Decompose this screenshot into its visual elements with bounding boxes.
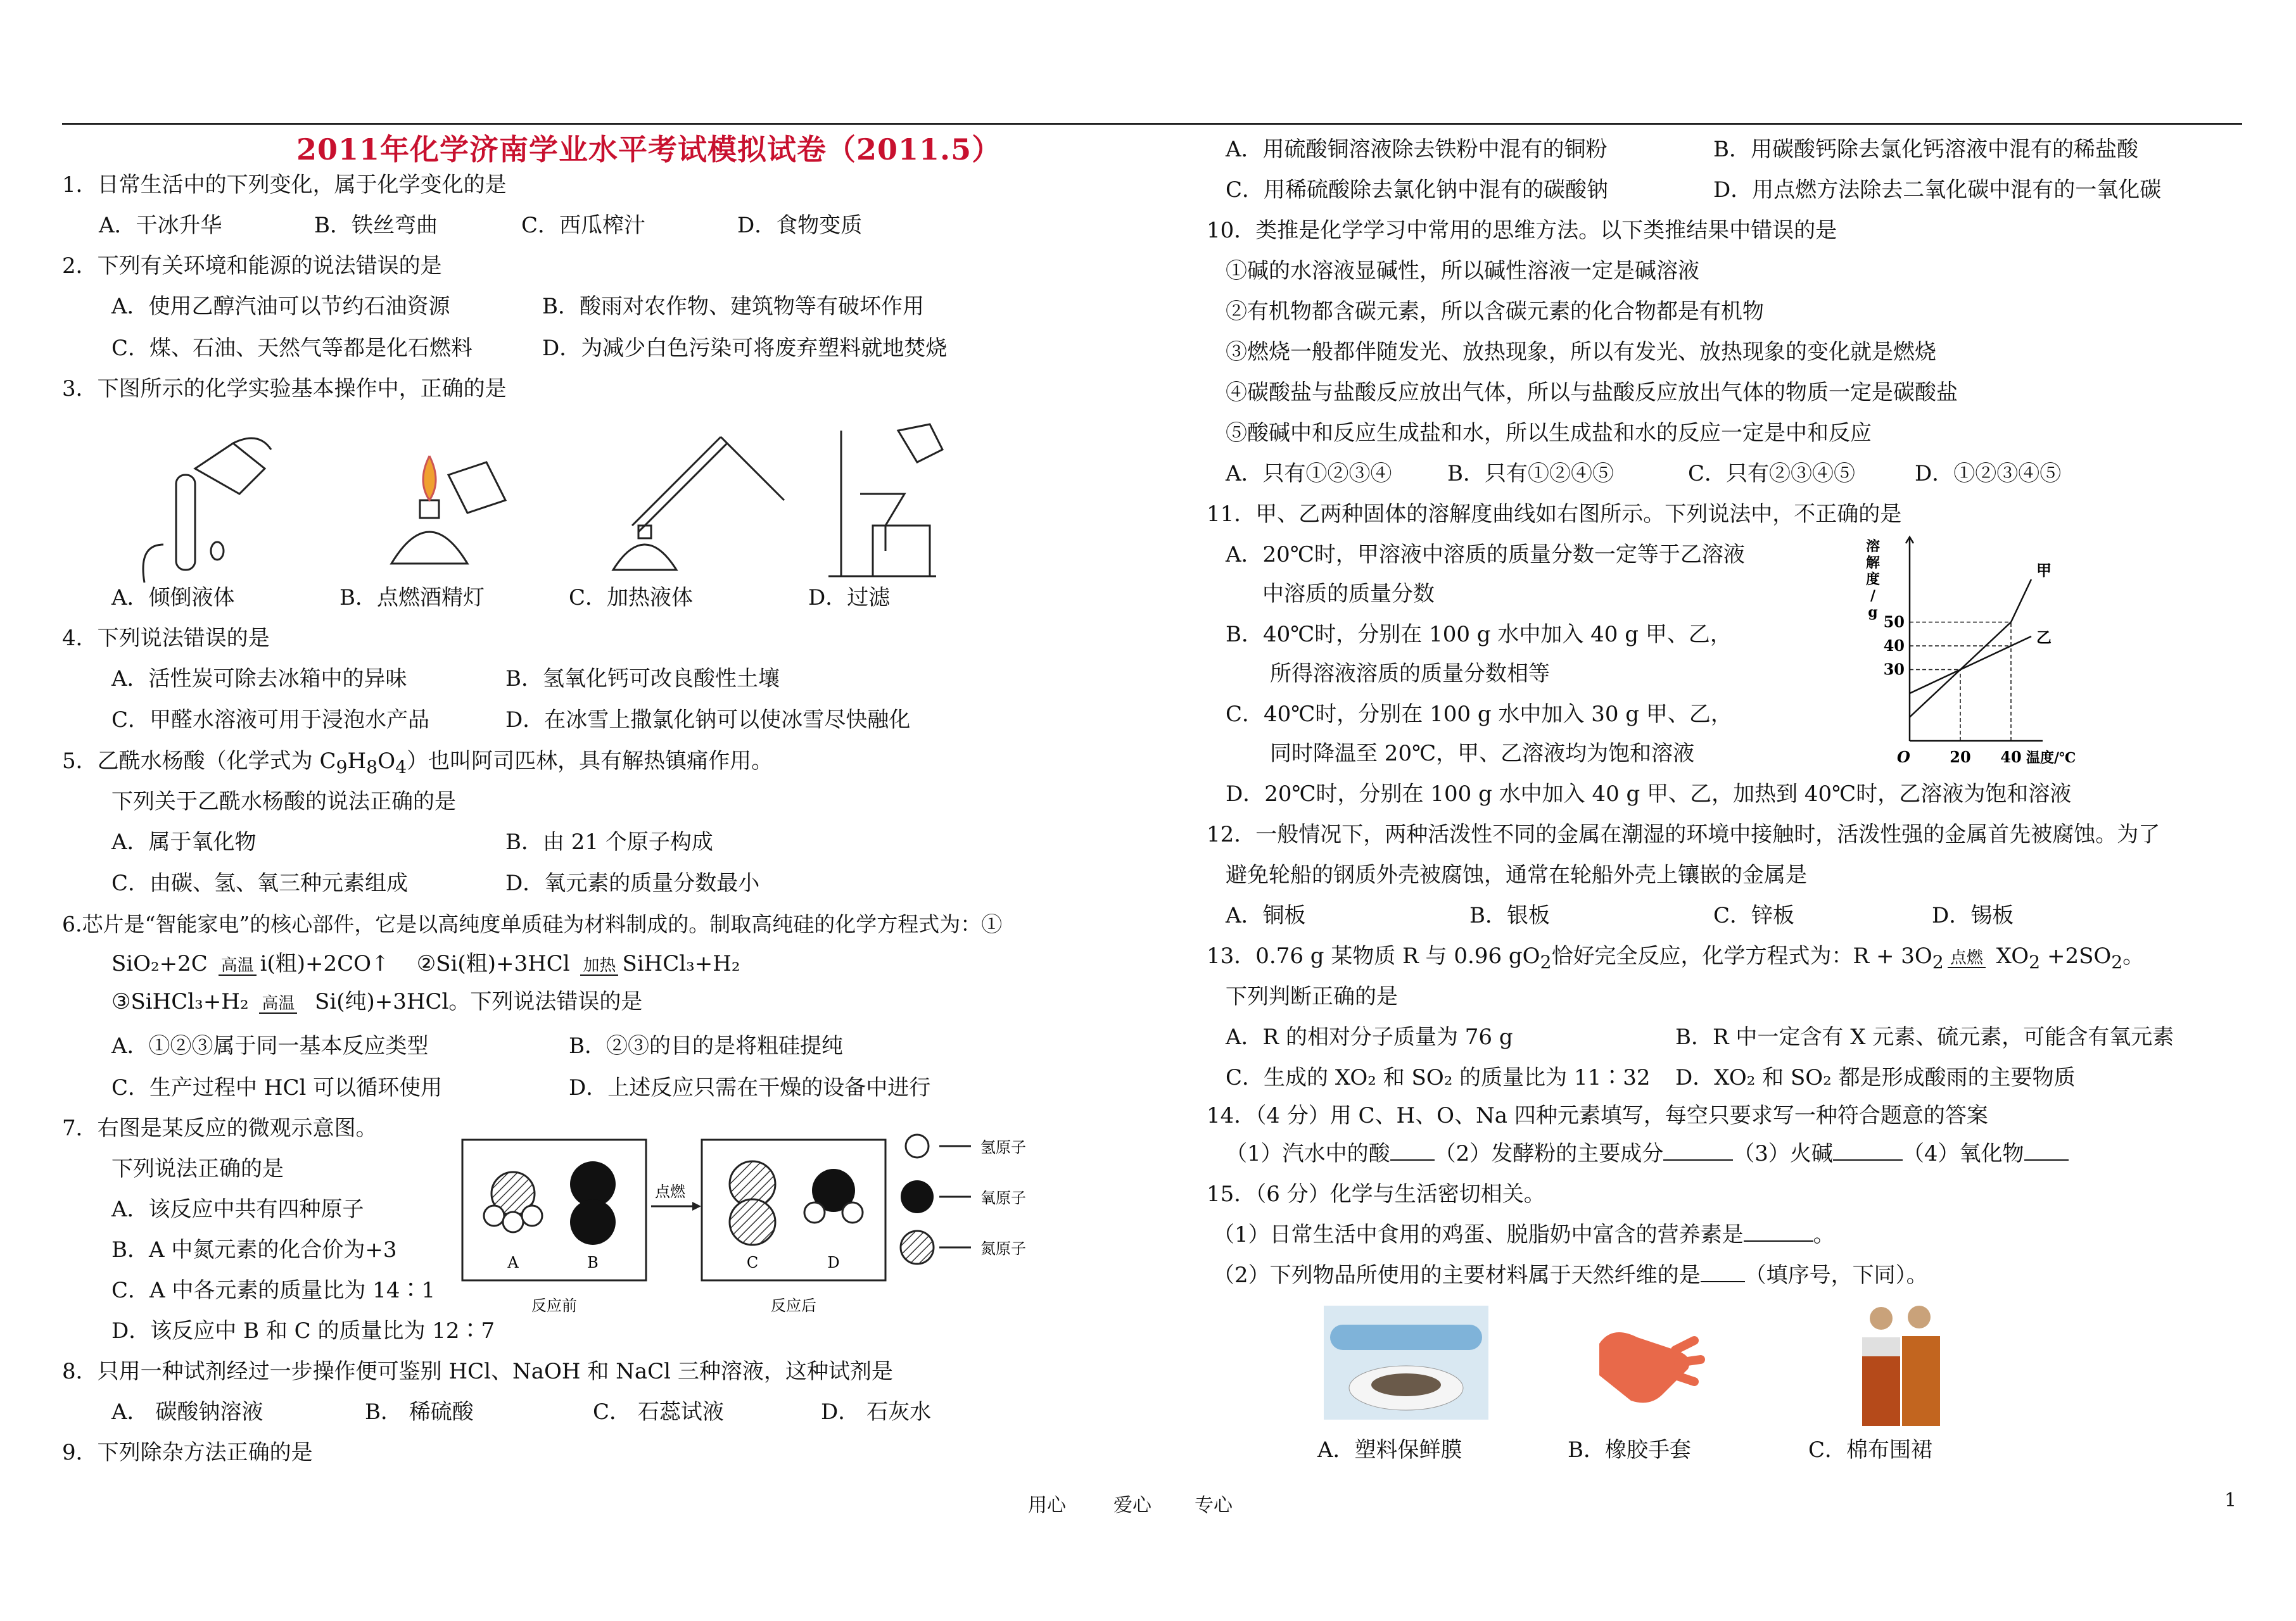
y-tick-label: 30 [1883,660,1905,679]
q5-option-a[interactable]: A．属于氧化物 [111,829,257,855]
filtration-figure [828,424,942,576]
q3-option-a[interactable]: A．倾倒液体 [111,585,235,610]
q1-option-c[interactable]: C．西瓜榨汁 [521,213,646,238]
footer-word-1: 用心 [1028,1494,1066,1517]
q15-part2: （2）下列物品所使用的主要材料属于天然纤维的是 （填序号，下同）。 [1213,1263,1928,1288]
q1-option-d[interactable]: D．食物变质 [737,213,863,238]
q8-option-d[interactable]: D． 石灰水 [821,1399,932,1425]
q15-part1: （1）日常生活中食用的鸡蛋、脱脂奶中富含的营养素是 。 [1213,1222,1835,1247]
q13-option-a[interactable]: A．R 的相对分子质量为 76 g [1226,1025,1513,1050]
q4-stem: 4．下列说法错误的是 [62,626,270,651]
q6-equation-line1: SiO₂+2C 高温 i(粗)+2CO↑ ②Si(粗)+3HCl 加热 SiHCl₃+H₂ [111,951,740,976]
q12-stem: 12．一般情况下，两种活泼性不同的金属在潮湿的环境中接触时，活泼性强的金属首先被腐蚀。为了 [1207,822,2160,847]
q14-blank-4[interactable] [2024,1140,2069,1161]
q14-blank-3[interactable] [1833,1140,1903,1161]
q4-option-c[interactable]: C．甲醛水溶液可用于浸泡水产品 [111,707,430,733]
q9-option-b[interactable]: B．用碳酸钙除去氯化钙溶液中混有的稀盐酸 [1713,137,2138,162]
q10-statement-3: ③燃烧一般都伴随发光、放热现象，所以有发光、放热现象的变化就是燃烧 [1226,339,1936,365]
q11-option-b[interactable]: B．40℃时，分别在 100 g 水中加入 40 g 甲、乙， [1226,622,1732,647]
q15-option-b[interactable]: B．橡胶手套 [1568,1437,1691,1463]
label-a: A [507,1254,519,1271]
q3-option-b[interactable]: B．点燃酒精灯 [339,585,485,610]
q10-stem: 10．类推是化学学习中常用的思维方法。以下类推结果中错误的是 [1207,218,1837,243]
q15-blank-1[interactable] [1744,1221,1813,1242]
q7-option-d[interactable]: D．该反应中 B 和 C 的质量比为 12∶7 [111,1318,495,1344]
q4-option-d[interactable]: D．在冰雪上撒氯化钠可以使冰雪尽快融化 [505,707,911,733]
q2-option-d[interactable]: D．为减少白色污染可将废弃塑料就地焚烧 [542,336,948,361]
q11-stem: 11．甲、乙两种固体的溶解度曲线如右图所示。下列说法中，不正确的是 [1207,501,1902,527]
y-axis-label-char: 溶 [1865,538,1881,555]
q5-option-c[interactable]: C．由碳、氢、氧三种元素组成 [111,871,409,896]
q3-option-d[interactable]: D．过滤 [808,585,891,610]
q4-option-b[interactable]: B．氢氧化钙可改良酸性土壤 [505,666,780,691]
arrow-condition: 点燃 [655,1183,685,1201]
q14-blank-1[interactable] [1390,1140,1435,1161]
label-c: C [746,1254,759,1271]
q5-option-b[interactable]: B．由 21 个原子构成 [505,829,713,855]
q6-option-c[interactable]: C．生产过程中 HCl 可以循环使用 [111,1075,443,1101]
q10-option-b[interactable]: B．只有①②④⑤ [1447,461,1614,486]
before-label: 反应前 [531,1297,577,1315]
y-axis-label-char: 度 [1865,571,1881,588]
q15-blank-2[interactable] [1701,1262,1745,1282]
q2-option-a[interactable]: A．使用乙醇汽油可以节约石油资源 [111,294,450,319]
q9-option-c[interactable]: C．用稀硫酸除去氯化钠中混有的碳酸钠 [1226,177,1609,203]
q9-stem: 9．下列除杂方法正确的是 [62,1440,313,1465]
footer-word-2: 爱心 [1113,1494,1151,1517]
q11-option-b-cont: 所得溶液溶质的质量分数相等 [1270,661,1550,686]
q7-stem2: 下列说法正确的是 [111,1156,284,1182]
q15-stem: 15．（6 分）化学与生活密切相关。 [1207,1182,1545,1207]
q9-option-d[interactable]: D．用点燃方法除去二氧化碳中混有的一氧化碳 [1713,177,2162,203]
q11-option-a-cont: 中溶质的质量分数 [1262,581,1435,607]
x-tick-label: 20 [1950,748,1971,766]
q13-stem2: 下列判断正确的是 [1226,984,1398,1009]
legend-nitrogen: 氮原子 [980,1240,1026,1258]
rubber-glove-photo [1580,1306,1713,1420]
q7-option-a[interactable]: A．该反应中共有四种原子 [111,1197,364,1222]
series-line-2 [1910,636,2031,693]
q1-option-b[interactable]: B．铁丝弯曲 [314,213,438,238]
q13-option-b[interactable]: B．R 中一定含有 X 元素、硫元素，可能含有氧元素 [1675,1025,2174,1050]
q7-reaction-diagram [455,1127,1126,1315]
series-line-1 [1910,579,2031,717]
q15-option-c[interactable]: C．棉布围裙 [1808,1437,1933,1463]
q8-option-a[interactable]: A． 碳酸钠溶液 [111,1399,263,1425]
q8-option-c[interactable]: C． 石蕊试液 [593,1399,724,1425]
q14-blank-2[interactable] [1663,1140,1733,1161]
q12-option-c[interactable]: C．锌板 [1713,903,1795,928]
q7-option-b[interactable]: B．A 中氮元素的化合价为+3 [111,1237,397,1263]
q11-option-c[interactable]: C．40℃时，分别在 100 g 水中加入 30 g 甲、乙， [1226,702,1732,727]
q10-statement-5: ⑤酸碱中和反应生成盐和水，所以生成盐和水的反应一定是中和反应 [1226,420,1872,446]
pour-liquid-figure [143,438,271,583]
heat-liquid-figure [613,437,784,570]
q10-statement-1: ①碱的水溶液显碱性，所以碱性溶液一定是碱溶液 [1226,258,1699,284]
legend-oxygen-symbol [901,1180,934,1213]
q12-option-b[interactable]: B．银板 [1469,903,1550,928]
q5-stem: 5．乙酰水杨酸（化学式为 $C_9H_8O_4$）也叫阿司匹林，具有解热镇痛作用。 [62,748,773,778]
q8-stem: 8．只用一种试剂经过一步操作便可鉴别 HCl、NaOH 和 NaCl 三种溶液，这种试剂是 [62,1359,893,1384]
q2-stem: 2．下列有关环境和能源的说法错误的是 [62,253,442,279]
cotton-apron-photo [1846,1299,1954,1426]
page-title: 2011年化学济南学业水平考试模拟试卷（2011.5） [296,132,1002,167]
q10-option-a[interactable]: A．只有①②③④ [1226,461,1392,486]
q2-option-b[interactable]: B．酸雨对农作物、建筑物等有破坏作用 [542,294,924,319]
series-label-2: 乙 [2036,628,2052,647]
q3-stem: 3．下图所示的化学实验基本操作中，正确的是 [62,376,507,401]
q6-option-d[interactable]: D．上述反应只需在干燥的设备中进行 [569,1075,931,1101]
legend-nitrogen-symbol [901,1231,934,1264]
q13-option-d[interactable]: D．XO₂ 和 SO₂ 都是形成酸雨的主要物质 [1675,1065,2076,1090]
q11-option-c-cont: 同时降温至 20℃，甲、乙溶液均为饱和溶液 [1270,741,1695,766]
q12-stem2: 避免轮船的钢质外壳被腐蚀，通常在轮船外壳上镶嵌的金属是 [1226,862,1807,888]
q9-option-a[interactable]: A．用硫酸铜溶液除去铁粉中混有的铜粉 [1226,137,1608,162]
q7-stem: 7．右图是某反应的微观示意图。 [62,1116,377,1141]
x-axis-label: 温度/℃ [2026,750,2076,766]
solubility-chart [1859,532,2076,766]
q5-stem2: 下列关于乙酰水杨酸的说法正确的是 [111,789,456,814]
q6-stem: 6.芯片是“智能家电”的核心部件，它是以高纯度单质硅为材料制成的。制取高纯硅的化学方程式为：① [62,912,1003,937]
q1-stem: 1．日常生活中的下列变化，属于化学变化的是 [62,172,507,198]
q10-statement-2: ②有机物都含碳元素，所以含碳元素的化合物都是有机物 [1226,299,1764,324]
q4-option-a[interactable]: A．活性炭可除去冰箱中的异味 [111,666,407,691]
q5-option-d[interactable]: D．氧元素的质量分数最小 [505,871,760,896]
y-axis-label-char: 解 [1865,555,1881,571]
q12-option-a[interactable]: A．铜板 [1226,903,1306,928]
page-number: 1 [2224,1489,2237,1511]
q6-equation-line2: ③SiHCl₃+H₂ 高温 Si(纯)+3HCl。下列说法错误的是 [111,989,643,1014]
q10-option-d[interactable]: D．①②③④⑤ [1915,461,2062,486]
q15-option-a[interactable]: A．塑料保鲜膜 [1317,1437,1462,1463]
top-rule [62,123,2242,125]
legend-hydrogen: 氢原子 [980,1138,1026,1156]
x-tick-label: 40 [2000,748,2022,766]
q7-option-c[interactable]: C．A 中各元素的质量比为 14∶1 [111,1278,436,1303]
q11-option-d[interactable]: D．20℃时，分别在 100 g 水中加入 40 g 甲、乙，加热到 40℃时，乙溶液为饱和溶液 [1226,781,2072,807]
q1-option-a[interactable]: A．干冰升华 [99,213,222,238]
q13-option-c[interactable]: C．生成的 XO₂ 和 SO₂ 的质量比为 11∶32 [1226,1065,1651,1090]
q10-statement-4: ④碳酸盐与盐酸反应放出气体，所以与盐酸反应放出气体的物质一定是碳酸盐 [1226,380,1958,405]
label-b: B [587,1254,599,1271]
q6-option-a[interactable]: A．①②③属于同一基本反应类型 [111,1033,429,1059]
y-axis-label-char: g [1868,604,1878,621]
arrow-head [692,1202,701,1211]
q13-stem: 13．0.76 g 某物质 R 与 0.96 $gO_2$恰好完全反应，化学方程式为：$R + 3O_2$ 点燃 $XO_2 +2SO_2$。 [1207,943,2145,973]
q12-option-d[interactable]: D．锡板 [1932,903,2014,928]
q14-parts: （1）汽水中的酸 （2）发酵粉的主要成分 （3）火碱 （4）氧化物 [1226,1140,2069,1168]
q10-option-c[interactable]: C．只有②③④⑤ [1688,461,1856,486]
q14-stem: 14．（4 分）用 C、H、O、Na 四种元素填写，每空只要求写一种符合题意的答案 [1207,1103,1988,1128]
origin-label: O [1897,748,1910,766]
q3-lab-figures [138,418,961,583]
alcohol-lamp-figure [391,456,505,564]
y-tick-label: 40 [1883,636,1905,655]
y-axis-label-char: / [1870,588,1876,604]
legend-oxygen: 氧原子 [980,1189,1026,1207]
legend-hydrogen-symbol [906,1135,929,1157]
label-d: D [827,1254,840,1271]
plastic-wrap-photo [1324,1306,1488,1420]
q11-option-a[interactable]: A．20℃时，甲溶液中溶质的质量分数一定等于乙溶液 [1226,542,1745,567]
after-label: 反应后 [771,1297,816,1315]
q6-option-b[interactable]: B．②③的目的是将粗硅提纯 [569,1033,843,1059]
footer-word-3: 专心 [1195,1494,1233,1517]
q3-option-c[interactable]: C．加热液体 [569,585,694,610]
y-tick-label: 50 [1883,612,1905,631]
q2-option-c[interactable]: C．煤、石油、天然气等都是化石燃料 [111,336,473,361]
q8-option-b[interactable]: B． 稀硫酸 [365,1399,474,1425]
series-label-1: 甲 [2036,561,2052,579]
